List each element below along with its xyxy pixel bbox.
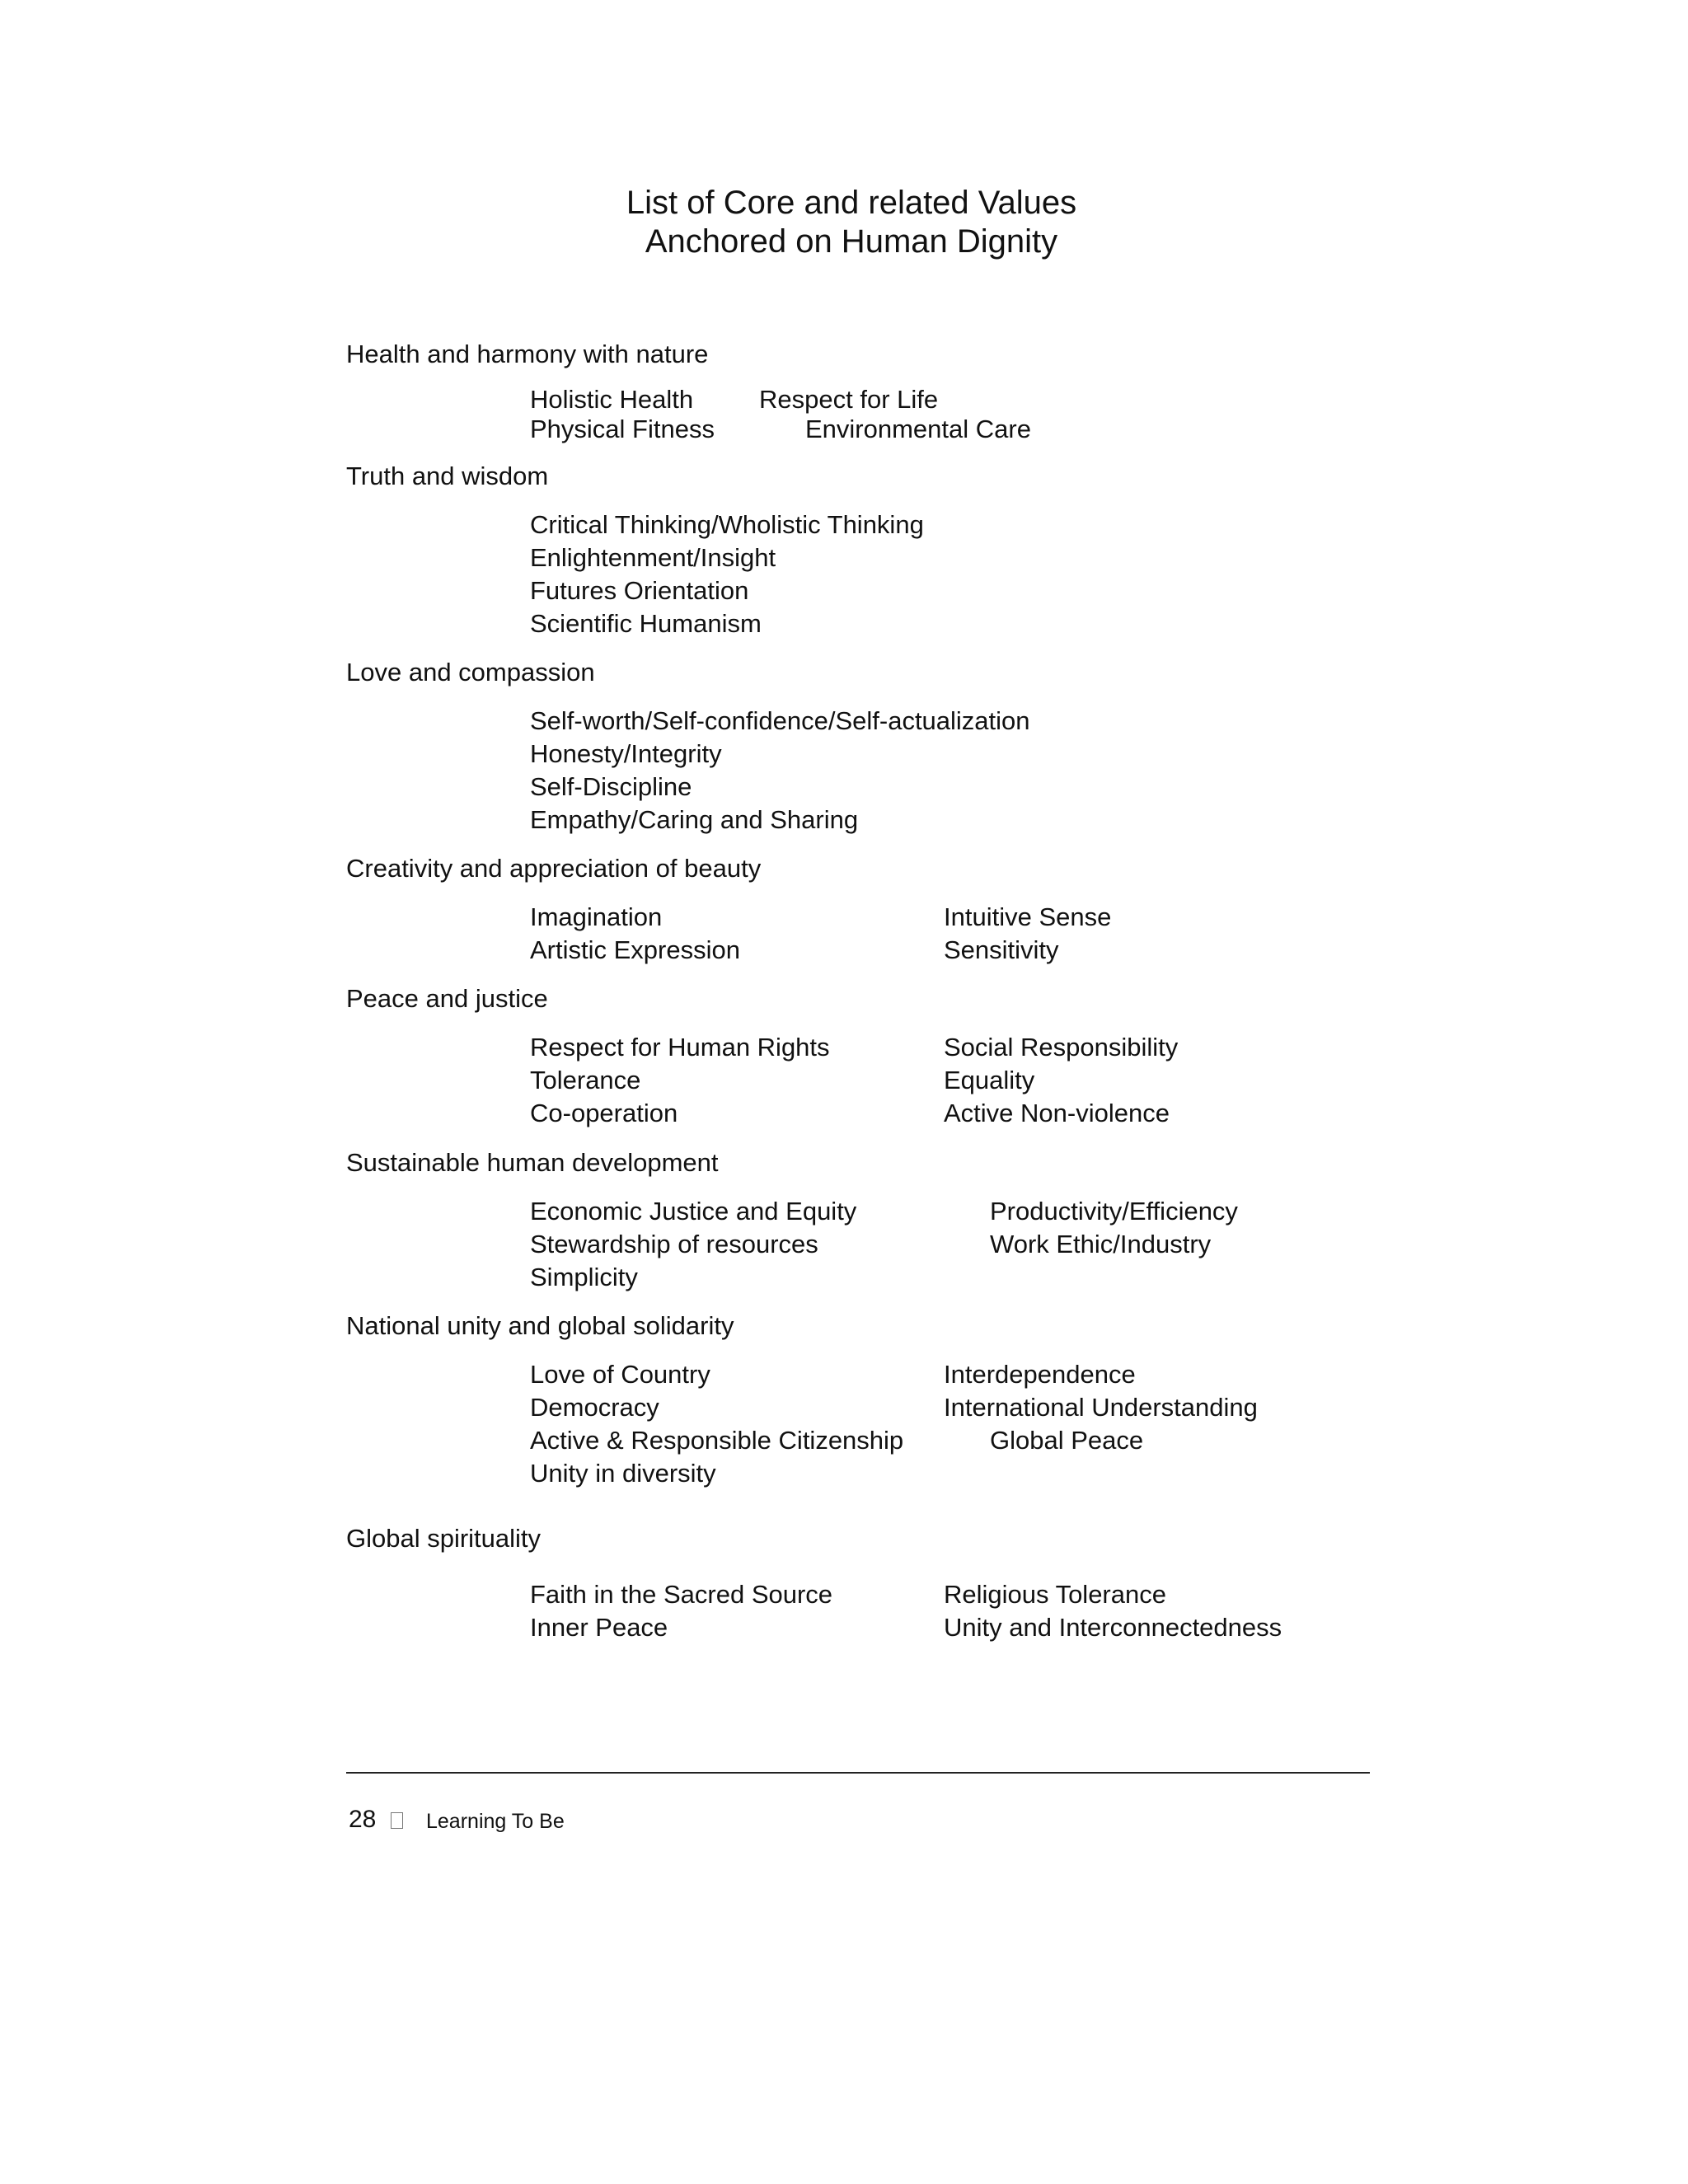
value-holistic-health: Holistic Health <box>530 385 694 414</box>
value-self-discipline: Self-Discipline <box>530 772 692 801</box>
value-stewardship: Stewardship of resources <box>530 1230 818 1258</box>
value-productivity: Productivity/Efficiency <box>990 1197 1238 1226</box>
value-self-worth: Self-worth/Self-confidence/Self-actualization <box>530 706 1030 735</box>
value-interdependence: Interdependence <box>944 1360 1136 1389</box>
page-number: 28 <box>349 1806 377 1833</box>
section-heading-truth: Truth and wisdom <box>346 462 549 490</box>
value-active-citizenship: Active & Responsible Citizenship <box>530 1426 904 1455</box>
value-scientific-humanism: Scientific Humanism <box>530 609 762 638</box>
value-tolerance: Tolerance <box>530 1066 641 1094</box>
value-futures-orientation: Futures Orientation <box>530 576 749 605</box>
value-unity-interconnectedness: Unity and Interconnectedness <box>944 1613 1282 1642</box>
section-heading-national-unity: National unity and global solidarity <box>346 1311 734 1340</box>
section-heading-sustainable: Sustainable human development <box>346 1148 719 1177</box>
value-enlightenment: Enlightenment/Insight <box>530 543 776 572</box>
page-title-line-2: Anchored on Human Dignity <box>645 223 1058 260</box>
missing-glyph-box-icon <box>391 1812 403 1829</box>
value-love-of-country: Love of Country <box>530 1360 710 1389</box>
page-title-line-1: List of Core and related Values <box>626 185 1077 221</box>
value-unity-in-diversity: Unity in diversity <box>530 1459 716 1488</box>
value-global-peace: Global Peace <box>990 1426 1144 1455</box>
value-social-responsibility: Social Responsibility <box>944 1033 1179 1062</box>
value-work-ethic: Work Ethic/Industry <box>990 1230 1212 1258</box>
value-sensitivity: Sensitivity <box>944 935 1059 964</box>
section-heading-creativity: Creativity and appreciation of beauty <box>346 854 762 883</box>
value-empathy: Empathy/Caring and Sharing <box>530 805 859 834</box>
value-respect-for-life: Respect for Life <box>759 385 939 414</box>
value-democracy: Democracy <box>530 1393 659 1422</box>
value-environmental-care: Environmental Care <box>805 415 1031 443</box>
value-artistic-expression: Artistic Expression <box>530 935 740 964</box>
section-heading-health: Health and harmony with nature <box>346 340 709 368</box>
value-international-understanding: International Understanding <box>944 1393 1258 1422</box>
value-religious-tolerance: Religious Tolerance <box>944 1580 1166 1609</box>
value-intuitive-sense: Intuitive Sense <box>944 902 1112 931</box>
value-physical-fitness: Physical Fitness <box>530 415 715 443</box>
section-heading-love: Love and compassion <box>346 658 595 687</box>
running-title: Learning To Be <box>426 1810 565 1833</box>
value-co-operation: Co-operation <box>530 1099 678 1127</box>
value-respect-human-rights: Respect for Human Rights <box>530 1033 830 1062</box>
value-inner-peace: Inner Peace <box>530 1613 668 1642</box>
value-equality: Equality <box>944 1066 1035 1094</box>
value-imagination: Imagination <box>530 902 663 931</box>
value-faith-sacred-source: Faith in the Sacred Source <box>530 1580 833 1609</box>
value-simplicity: Simplicity <box>530 1263 638 1291</box>
footer-divider <box>346 1772 1370 1774</box>
value-active-non-violence: Active Non-violence <box>944 1099 1170 1127</box>
value-economic-justice: Economic Justice and Equity <box>530 1197 857 1226</box>
value-honesty: Honesty/Integrity <box>530 739 722 768</box>
value-critical-thinking: Critical Thinking/Wholistic Thinking <box>530 510 924 539</box>
section-heading-global-spirituality: Global spirituality <box>346 1524 542 1553</box>
section-heading-peace: Peace and justice <box>346 984 548 1013</box>
